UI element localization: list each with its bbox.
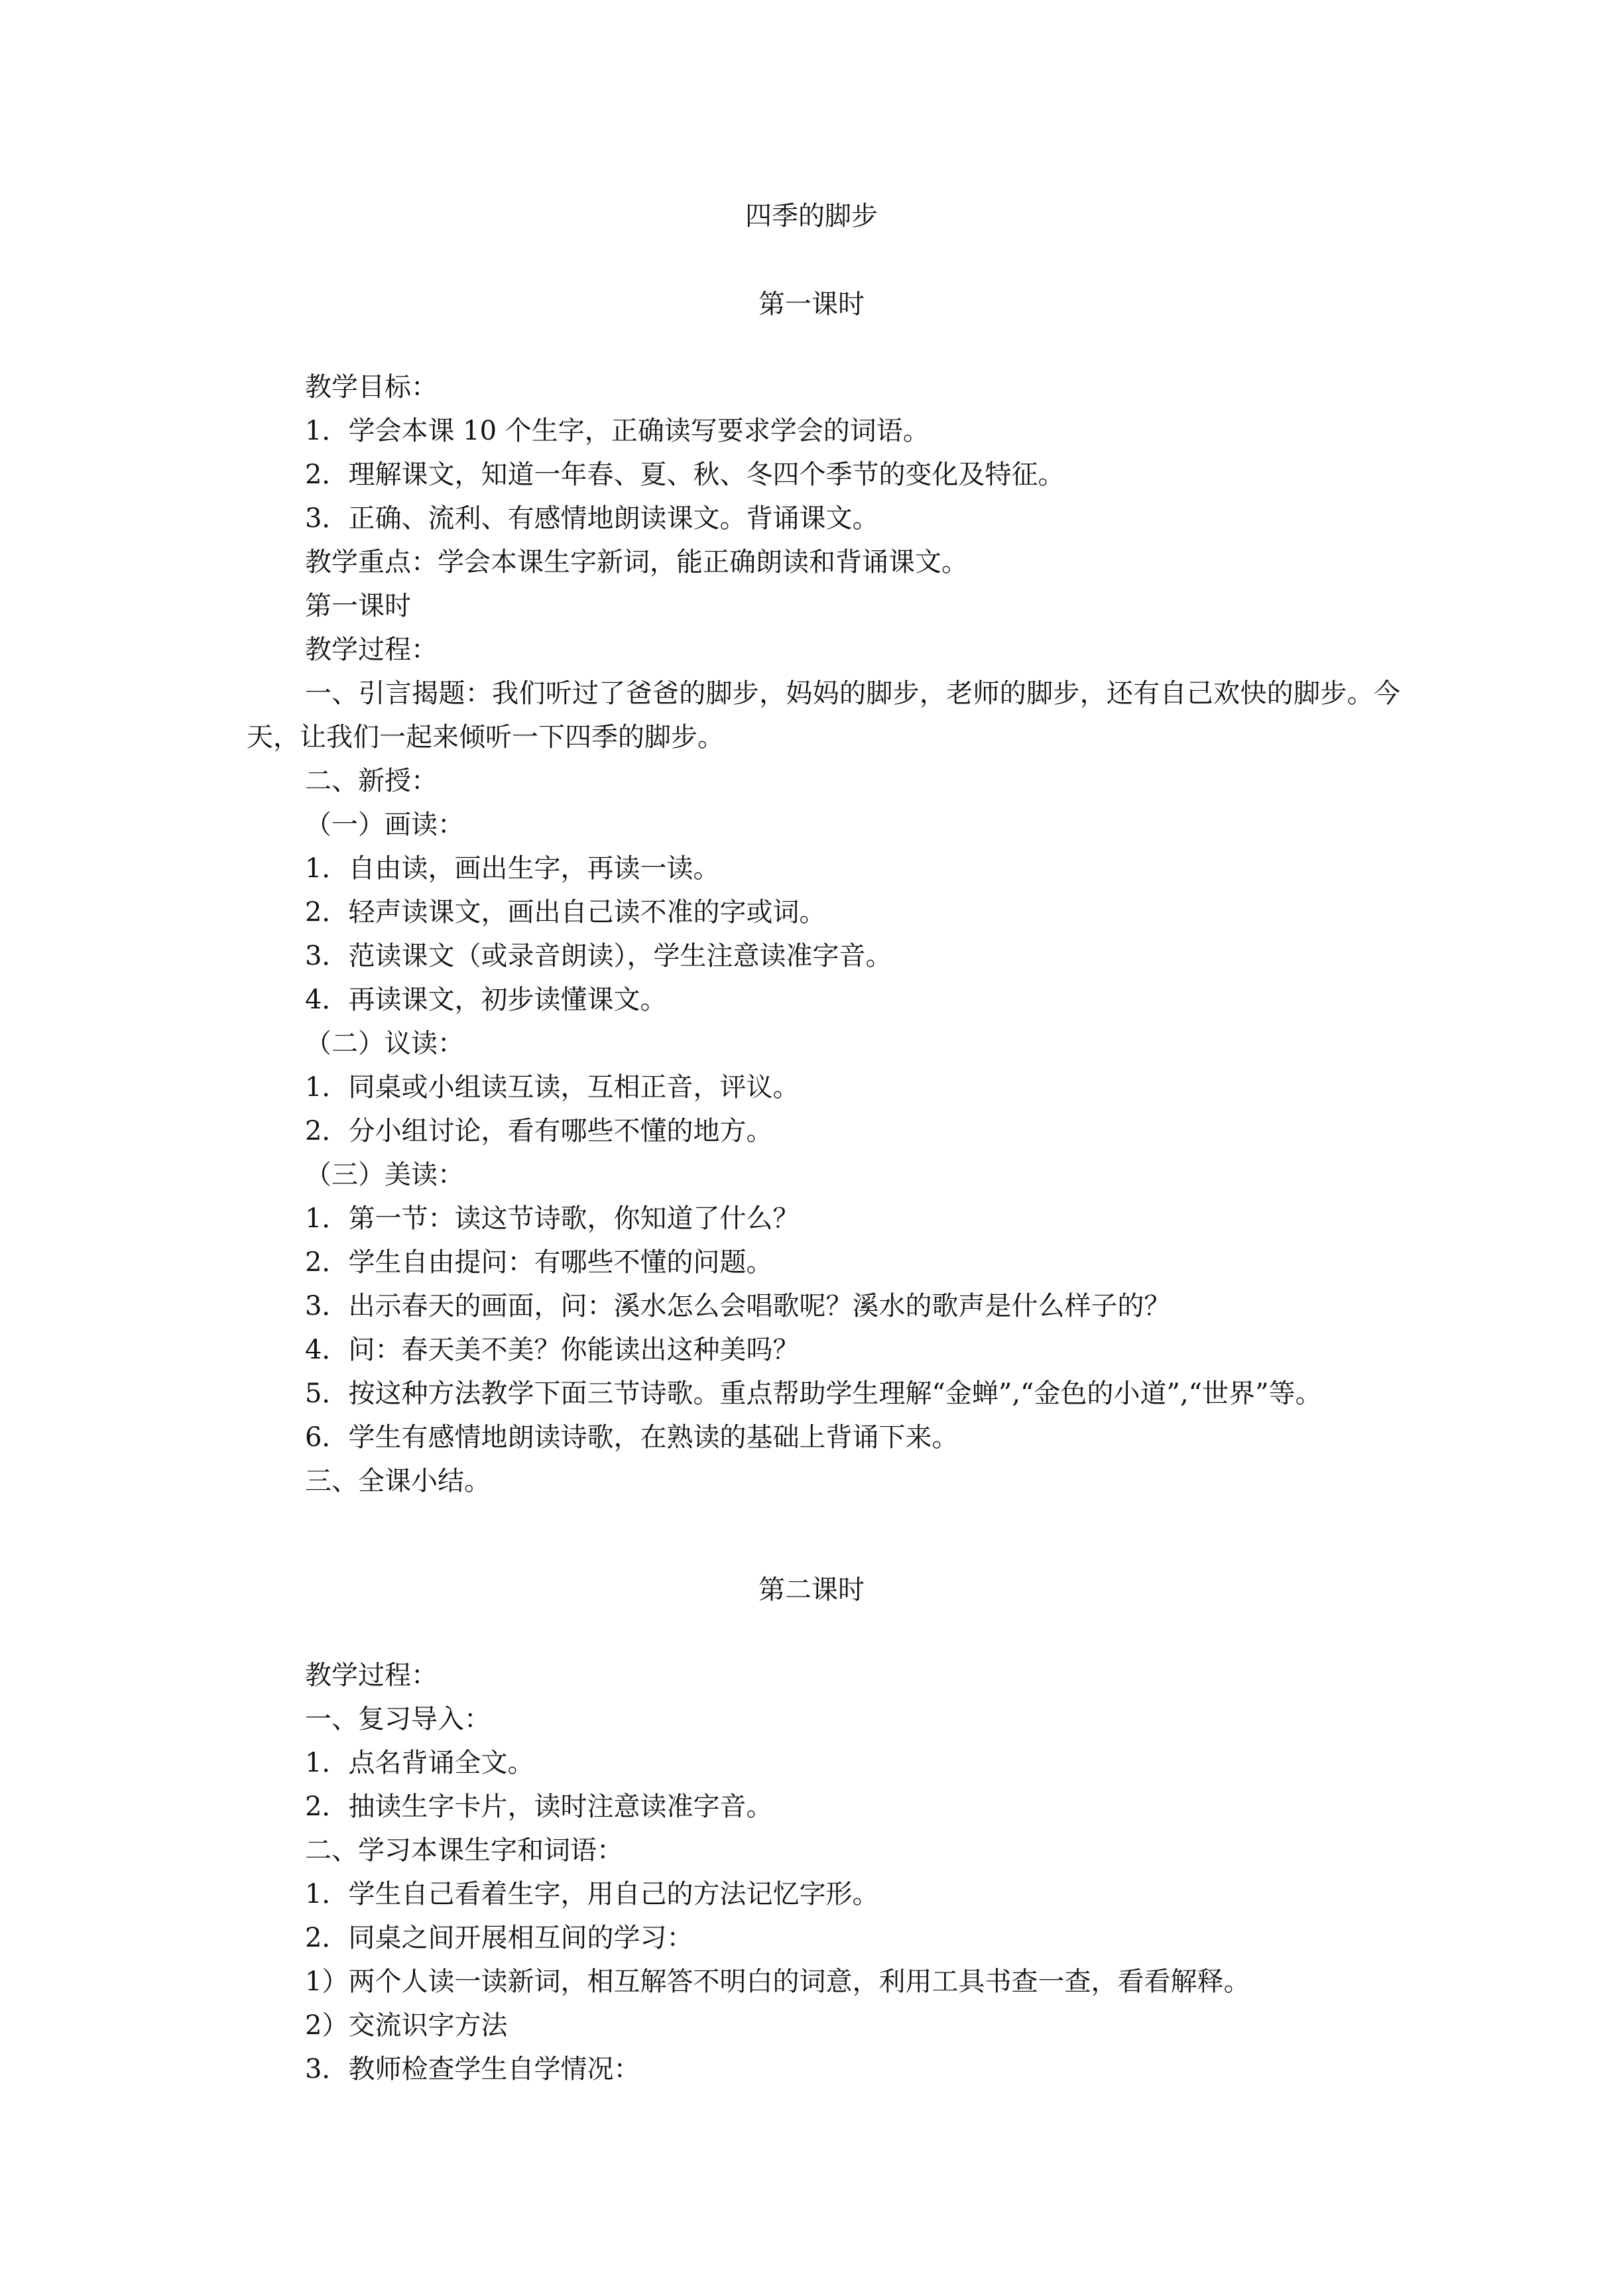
paragraph: 3．范读课文（或录音朗读），学生注意读准字音。	[305, 941, 892, 971]
paragraph: 教学过程：	[305, 1660, 438, 1691]
paragraph: 2．理解课文，知道一年春、夏、秋、冬四个季节的变化及特征。	[305, 459, 1065, 490]
paragraph: 4．问：春天美不美？你能读出这种美吗？	[305, 1335, 800, 1365]
paragraph: 2．分小组讨论，看有哪些不懂的地方。	[305, 1116, 773, 1146]
paragraph: 二、学习本课生字和词语：	[305, 1835, 623, 1866]
lesson-1-body	[247, 365, 1400, 1503]
paragraph: 一、引言揭题：我们听过了爸爸的脚步，妈妈的脚步，老师的脚步，还有自己欢快的脚步。今天，让我们一起来倾听一下四季的脚步。	[247, 678, 1400, 753]
paragraph: 2．同桌之间开展相互间的学习：	[305, 1923, 693, 1953]
paragraph: 1）两个人读一读新词，相互解答不明白的词意，利用工具书查一查，看看解释。	[305, 1966, 1250, 1997]
paragraph: 1．自由读，画出生字，再读一读。	[305, 853, 720, 884]
paragraph: 1．学会本课 10 个生字，正确读写要求学会的词语。	[305, 416, 930, 446]
paragraph: 教学过程：	[305, 634, 438, 665]
paragraph: 5．按这种方法教学下面三节诗歌。重点帮助学生理解“金蝉”,“金色的小道”,“世界”等。	[305, 1378, 1322, 1409]
paragraph: 1．点名背诵全文。	[305, 1748, 534, 1778]
lesson-2-heading: 第二课时	[758, 1575, 865, 1605]
paragraph: 二、新授：	[305, 766, 438, 796]
paragraph: （二）议读：	[305, 1028, 464, 1059]
document-title: 四季的脚步	[745, 201, 878, 231]
paragraph: 2．抽读生字卡片，读时注意读准字音。	[305, 1791, 773, 1822]
paragraph: 2．轻声读课文，画出自己读不准的字或词。	[305, 897, 826, 928]
paragraph: 教学重点：学会本课生字新词，能正确朗读和背诵课文。	[305, 547, 968, 577]
paragraph: 三、全课小结。	[305, 1466, 491, 1496]
paragraph: 3．教师检查学生自学情况：	[305, 2054, 640, 2085]
paragraph: 1．第一节：读这节诗歌，你知道了什么？	[305, 1203, 800, 1234]
paragraph: 2）交流识字方法	[305, 2010, 508, 2041]
paragraph: 1．学生自己看着生字，用自己的方法记忆字形。	[305, 1879, 879, 1909]
paragraph: 1．同桌或小组读互读，互相正音，评议。	[305, 1072, 800, 1103]
lesson-2-body	[247, 1654, 1400, 2091]
paragraph: 教学目标：	[305, 372, 438, 402]
paragraph: （一）画读：	[305, 810, 464, 840]
paragraph: 3．出示春天的画面，问：溪水怎么会唱歌呢？溪水的歌声是什么样子的？	[305, 1291, 1171, 1321]
paragraph: 6．学生有感情地朗读诗歌，在熟读的基础上背诵下来。	[305, 1422, 959, 1453]
paragraph: 3．正确、流利、有感情地朗读课文。背诵课文。	[305, 503, 879, 534]
paragraph: 4．再读课文，初步读懂课文。	[305, 985, 667, 1015]
paragraph: 2．学生自由提问：有哪些不懂的问题。	[305, 1247, 773, 1278]
paragraph: 第一课时	[305, 591, 411, 621]
paragraph: （三）美读：	[305, 1160, 464, 1190]
lesson-1-heading: 第一课时	[758, 289, 865, 320]
paragraph: 一、复习导入：	[305, 1704, 491, 1734]
